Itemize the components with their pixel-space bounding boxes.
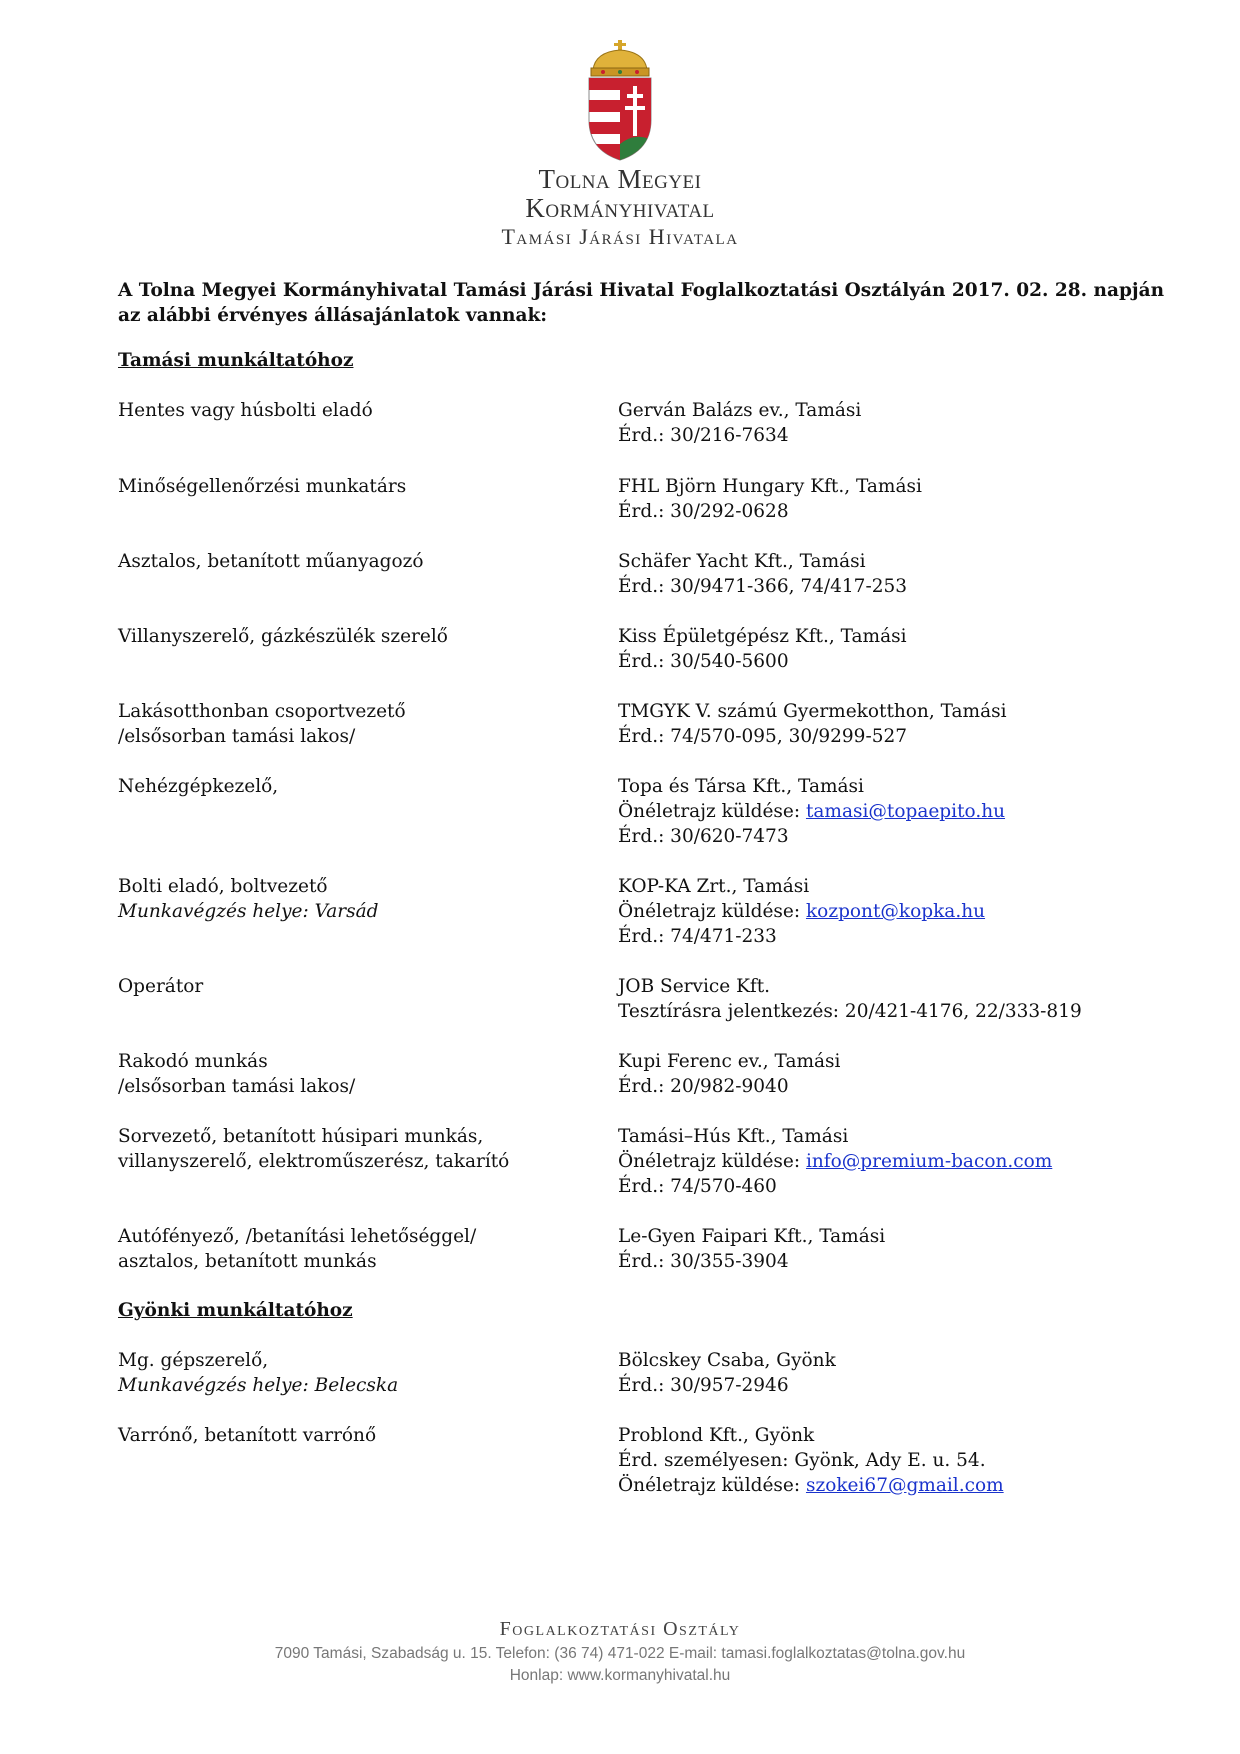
section-title-gyonk: Gyönki munkáltatóhoz: [118, 1300, 353, 1321]
job-position: [118, 774, 598, 799]
employer-name: Topa és Társa Kft., Tamási: [618, 776, 864, 797]
job-position: [118, 549, 598, 574]
job-employer: [618, 1224, 1178, 1274]
job-position: [118, 624, 598, 649]
cv-label: Önéletrajz küldése:: [618, 1151, 806, 1172]
employer-name: Problond Kft., Gyönk: [618, 1425, 815, 1446]
employer-contact: Érd.: 30/292-0628: [618, 501, 789, 522]
job-employer: [618, 774, 1178, 849]
employer-contact: Érd.: 74/570-460: [618, 1176, 777, 1197]
position-text: Asztalos, betanított műanyagozó: [118, 551, 424, 572]
footer-department: Foglalkoztatási Osztály: [499, 1618, 741, 1640]
agency-name-line1: Tolna Megyei: [538, 164, 702, 194]
job-position: [118, 1348, 598, 1398]
agency-name-line2: Kormányhivatal: [525, 193, 715, 223]
footer-website: Honlap: www.kormanyhivatal.hu: [509, 1667, 731, 1684]
job-employer: [618, 1348, 1178, 1398]
employer-contact: Érd.: 30/216-7634: [618, 425, 789, 446]
job-employer: [618, 1423, 1178, 1498]
position-text: Autófényező, /betanítási lehetőséggel/: [118, 1226, 477, 1247]
position-text: Operátor: [118, 976, 204, 997]
job-employer: [618, 398, 1178, 448]
email-link[interactable]: info@premium-bacon.com: [805, 1151, 1053, 1172]
position-text: Lakásotthonban csoportvezető: [118, 701, 406, 722]
position-text: Hentes vagy húsbolti eladó: [118, 400, 373, 421]
employer-name: Bölcskey Csaba, Gyönk: [618, 1350, 836, 1371]
job-position: [118, 974, 598, 999]
employer-name: KOP-KA Zrt., Tamási: [618, 876, 810, 897]
position-text: Mg. gépszerelő,: [118, 1350, 269, 1371]
job-employer: [618, 874, 1178, 949]
employer-name: Schäfer Yacht Kft., Tamási: [618, 551, 866, 572]
position-text: Varrónő, betanított varrónő: [118, 1425, 377, 1446]
employer-name: Tamási–Hús Kft., Tamási: [618, 1126, 849, 1147]
email-link[interactable]: szokei67@gmail.com: [805, 1475, 1004, 1496]
job-position: [118, 699, 598, 749]
position-text: Villanyszerelő, gázkészülék szerelő: [118, 626, 448, 647]
cv-label: Önéletrajz küldése:: [618, 901, 806, 922]
employer-name: FHL Björn Hungary Kft., Tamási: [618, 476, 922, 497]
position-note: /elsősorban tamási lakos/: [118, 726, 356, 747]
employer-contact: Érd.: 20/982-9040: [618, 1076, 789, 1097]
section-title-tamasi: Tamási munkáltatóhoz: [118, 350, 354, 371]
job-employer: [618, 549, 1178, 599]
cv-label: Önéletrajz küldése:: [618, 801, 806, 822]
employer-contact: Érd.: 30/540-5600: [618, 651, 789, 672]
cv-label: Önéletrajz küldése:: [618, 1475, 806, 1496]
email-link[interactable]: kozpont@kopka.hu: [805, 901, 986, 922]
position-note: /elsősorban tamási lakos/: [118, 1076, 356, 1097]
job-employer: [618, 1049, 1178, 1099]
job-employer: [618, 699, 1178, 749]
work-location: Munkavégzés helye: Varsád: [118, 901, 379, 922]
employer-contact: Érd.: 30/9471-366, 74/417-253: [618, 576, 908, 597]
position-text: Sorvezető, betanított húsipari munkás,: [118, 1126, 484, 1147]
employer-name: Gerván Balázs ev., Tamási: [618, 400, 862, 421]
position-text: Rakodó munkás: [118, 1051, 268, 1072]
employer-contact: Érd.: 74/471-233: [618, 926, 777, 947]
job-position: [118, 1224, 598, 1274]
employer-contact: Érd.: 30/957-2946: [618, 1375, 789, 1396]
job-position: [118, 398, 598, 423]
intro-line: A Tolna Megyei Kormányhivatal Tamási Járási Hivatal Foglalkoztatási Osztályán 2017. 02. 28. napján: [118, 280, 1165, 301]
footer-address: 7090 Tamási, Szabadság u. 15. Telefon: (36 74) 471-022 E-mail: tamasi.foglalkoztatas@tolna.gov.hu: [274, 1645, 966, 1662]
email-link[interactable]: tamasi@topaepito.hu: [805, 801, 1006, 822]
job-position: [118, 874, 598, 924]
job-position: [118, 474, 598, 499]
employer-name: Kiss Épületgépész Kft., Tamási: [618, 626, 907, 647]
position-text: Bolti eladó, boltvezető: [118, 876, 328, 897]
intro-line: az alábbi érvényes állásajánlatok vannak:: [118, 305, 548, 326]
employer-contact: Érd.: 30/355-3904: [618, 1251, 789, 1272]
position-text: Nehézgépkezelő,: [118, 776, 279, 797]
job-employer: [618, 1124, 1178, 1199]
job-employer: [618, 974, 1178, 1024]
intro-heading: [118, 278, 1165, 328]
position-text: Minőségellenőrzési munkatárs: [118, 476, 407, 497]
coat-of-arms-icon: [585, 40, 655, 162]
employer-contact: Érd. személyesen: Gyönk, Ady E. u. 54.: [618, 1450, 986, 1471]
job-position: [118, 1124, 598, 1174]
employer-contact: Érd.: 74/570-095, 30/9299-527: [618, 726, 908, 747]
employer-name: Kupi Ferenc ev., Tamási: [618, 1051, 841, 1072]
employer-contact: Érd.: 30/620-7473: [618, 826, 789, 847]
position-text: asztalos, betanított munkás: [118, 1251, 377, 1272]
employer-contact: Tesztírásra jelentkezés: 20/421-4176, 22/333-819: [618, 1001, 1082, 1022]
job-employer: [618, 474, 1178, 524]
position-text: villanyszerelő, elektroműszerész, takarító: [118, 1151, 510, 1172]
employer-name: Le-Gyen Faipari Kft., Tamási: [618, 1226, 886, 1247]
employer-name: TMGYK V. számú Gyermekotthon, Tamási: [618, 701, 1007, 722]
agency-name-line3: Tamási Járási Hivatala: [501, 224, 739, 249]
work-location: Munkavégzés helye: Belecska: [118, 1375, 399, 1396]
job-position: [118, 1423, 598, 1448]
employer-name: JOB Service Kft.: [618, 976, 771, 997]
job-employer: [618, 624, 1178, 674]
job-position: [118, 1049, 598, 1099]
